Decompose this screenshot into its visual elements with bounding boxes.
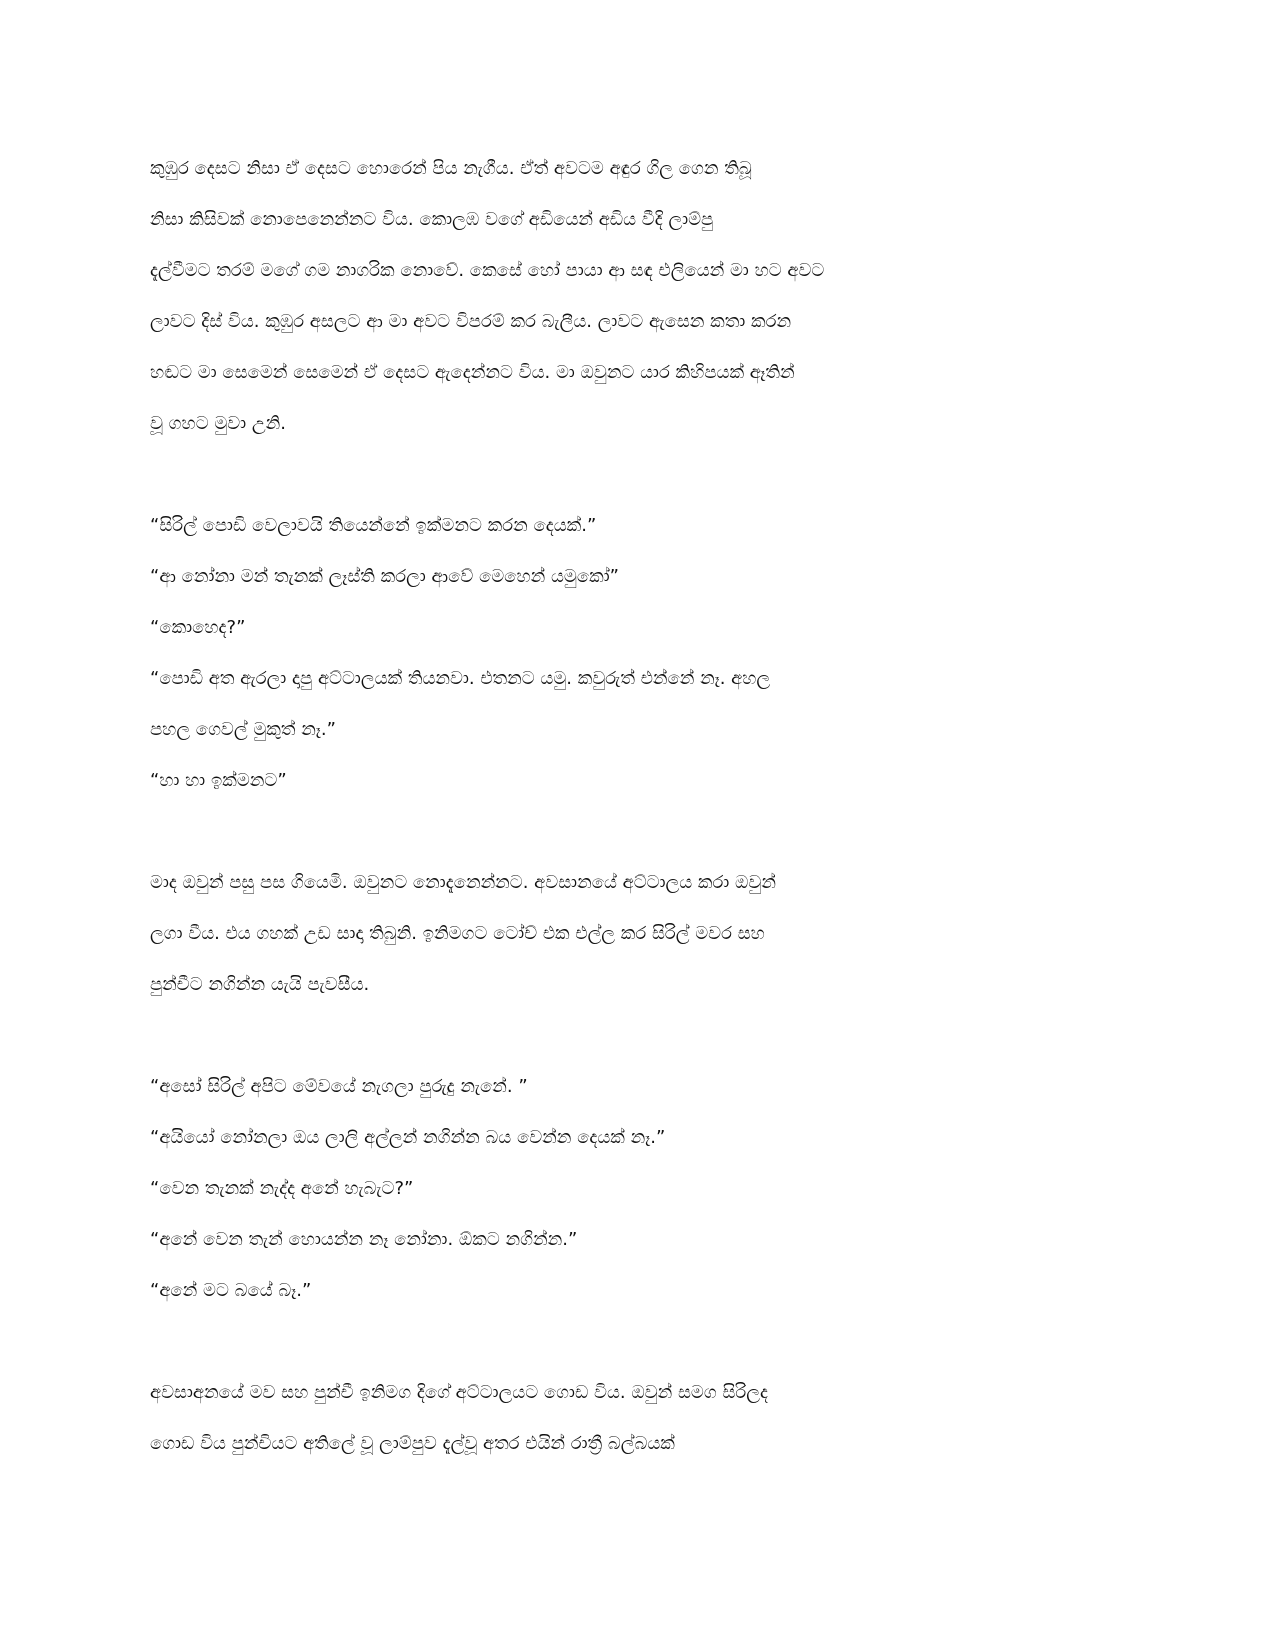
paragraph-line: පුන්චීට නගින්න යැයි පැවසීය. bbox=[150, 974, 370, 995]
dialogue-block bbox=[150, 500, 1150, 806]
dialogue-line: “අයියෝ නෝනලා ඔය ලාලි අල්ලන් නගින්න බය වෙන්න දෙයක් නෑ.” bbox=[150, 1127, 666, 1148]
dialogue-line: “හා හා ඉක්මනට” bbox=[150, 770, 287, 791]
dialogue-line: “අසෝ සිරිල් අපිට මේවයේ නැගලා පුරුදු නැනේ. ” bbox=[150, 1076, 528, 1097]
dialogue-block bbox=[150, 1061, 1150, 1316]
dialogue-line: “පොඩි අත ඇරලා දාපු අට්ටාලයක් තියනවා. එතනට යමු. කවුරුත් එන්නේ නෑ. අහල bbox=[150, 668, 771, 689]
block-spacer bbox=[150, 1010, 1150, 1061]
dialogue-line: “සිරිල් පොඩි වෙලාවයි තියෙන්නේ ඉක්මනට කරන දෙයක්.” bbox=[150, 515, 597, 536]
paragraph-line: ගොඩ විය පුන්චියට අතිලේ වූ ලාම්පුව දැල්වූ අතර එයින් රාත්‍රී බල්බයක් bbox=[150, 1433, 675, 1454]
block-spacer bbox=[150, 806, 1150, 857]
paragraph-line: ලාවට දිස් විය. කුඹුර අසලට ආ මා අවට විපරම් කර බැලීය. ලාවට ඇසෙන කතා කරන bbox=[150, 311, 792, 332]
paragraph-line: හඬට මා සෙමෙන් සෙමෙන් ඒ දෙසට ඇදෙන්නට විය. මා ඔවුනට යාර කිහිපයක් ඈතින් bbox=[150, 362, 795, 383]
paragraph-line: මාද ඔවුන් පසු පස ගියෙමි. ඔවුනට නොදැනෙන්නට. අවසානයේ අට්ටාලය කරා ඔවුන් bbox=[150, 872, 776, 893]
paragraph-line: වූ ගහට මුවා උනි. bbox=[150, 413, 286, 434]
paragraph bbox=[150, 1367, 1150, 1469]
paragraph-line: කුඹුර දෙසට නිසා ඒ දෙසට හොරෙන් පිය නැගීය. ඒත් අවටම අඳුර ගිල ගෙන තිබූ bbox=[150, 158, 752, 179]
paragraph bbox=[150, 857, 1150, 1010]
paragraph-line: දැල්වීමට තරම් මගේ ගම නාගරික නොවේ. කෙසේ හෝ පායා ආ සඳ එලියෙන් මා හට අවට bbox=[150, 260, 825, 281]
block-spacer bbox=[150, 449, 1150, 500]
document-body bbox=[150, 143, 1150, 1469]
dialogue-line: “කොහෙද?” bbox=[150, 617, 246, 638]
paragraph-line: නිසා කිසිවක් නොපෙනෙන්නට විය. කොලඹ වගේ අඩියෙන් අඩිය වීදි ලාම්පු bbox=[150, 209, 714, 230]
block-spacer bbox=[150, 1316, 1150, 1367]
dialogue-line: “අනේ මට බයේ බෑ.” bbox=[150, 1280, 312, 1301]
dialogue-line: “ආ නෝනා මන් තැනක් ලෑස්ති කරලා ආවේ මෙහෙන් යමුකෝ” bbox=[150, 566, 619, 587]
paragraph bbox=[150, 143, 1150, 449]
dialogue-line: පහල ගෙවල් මුකුත් නෑ.” bbox=[150, 719, 336, 740]
dialogue-line: “වෙන තැනක් නැද්ද අනේ හැබැට?” bbox=[150, 1178, 414, 1199]
paragraph-line: ලගා වීය. එය ගහක් උඩ සාදා තිබුනි. ඉනිමගට ටෝච් එක එල්ල කර සිරිල් මවර සහ bbox=[150, 923, 765, 944]
paragraph-line: අවසාඅනයේ මව සහ පුන්චී ඉනිමග දිගේ අට්ටාලයට ගොඩ විය. ඔවුන් සමග සිරිලද bbox=[150, 1382, 768, 1403]
dialogue-line: “අනේ වෙන තැන් හොයන්න නෑ නෝනා. ඕකට නගින්න.” bbox=[150, 1229, 578, 1250]
